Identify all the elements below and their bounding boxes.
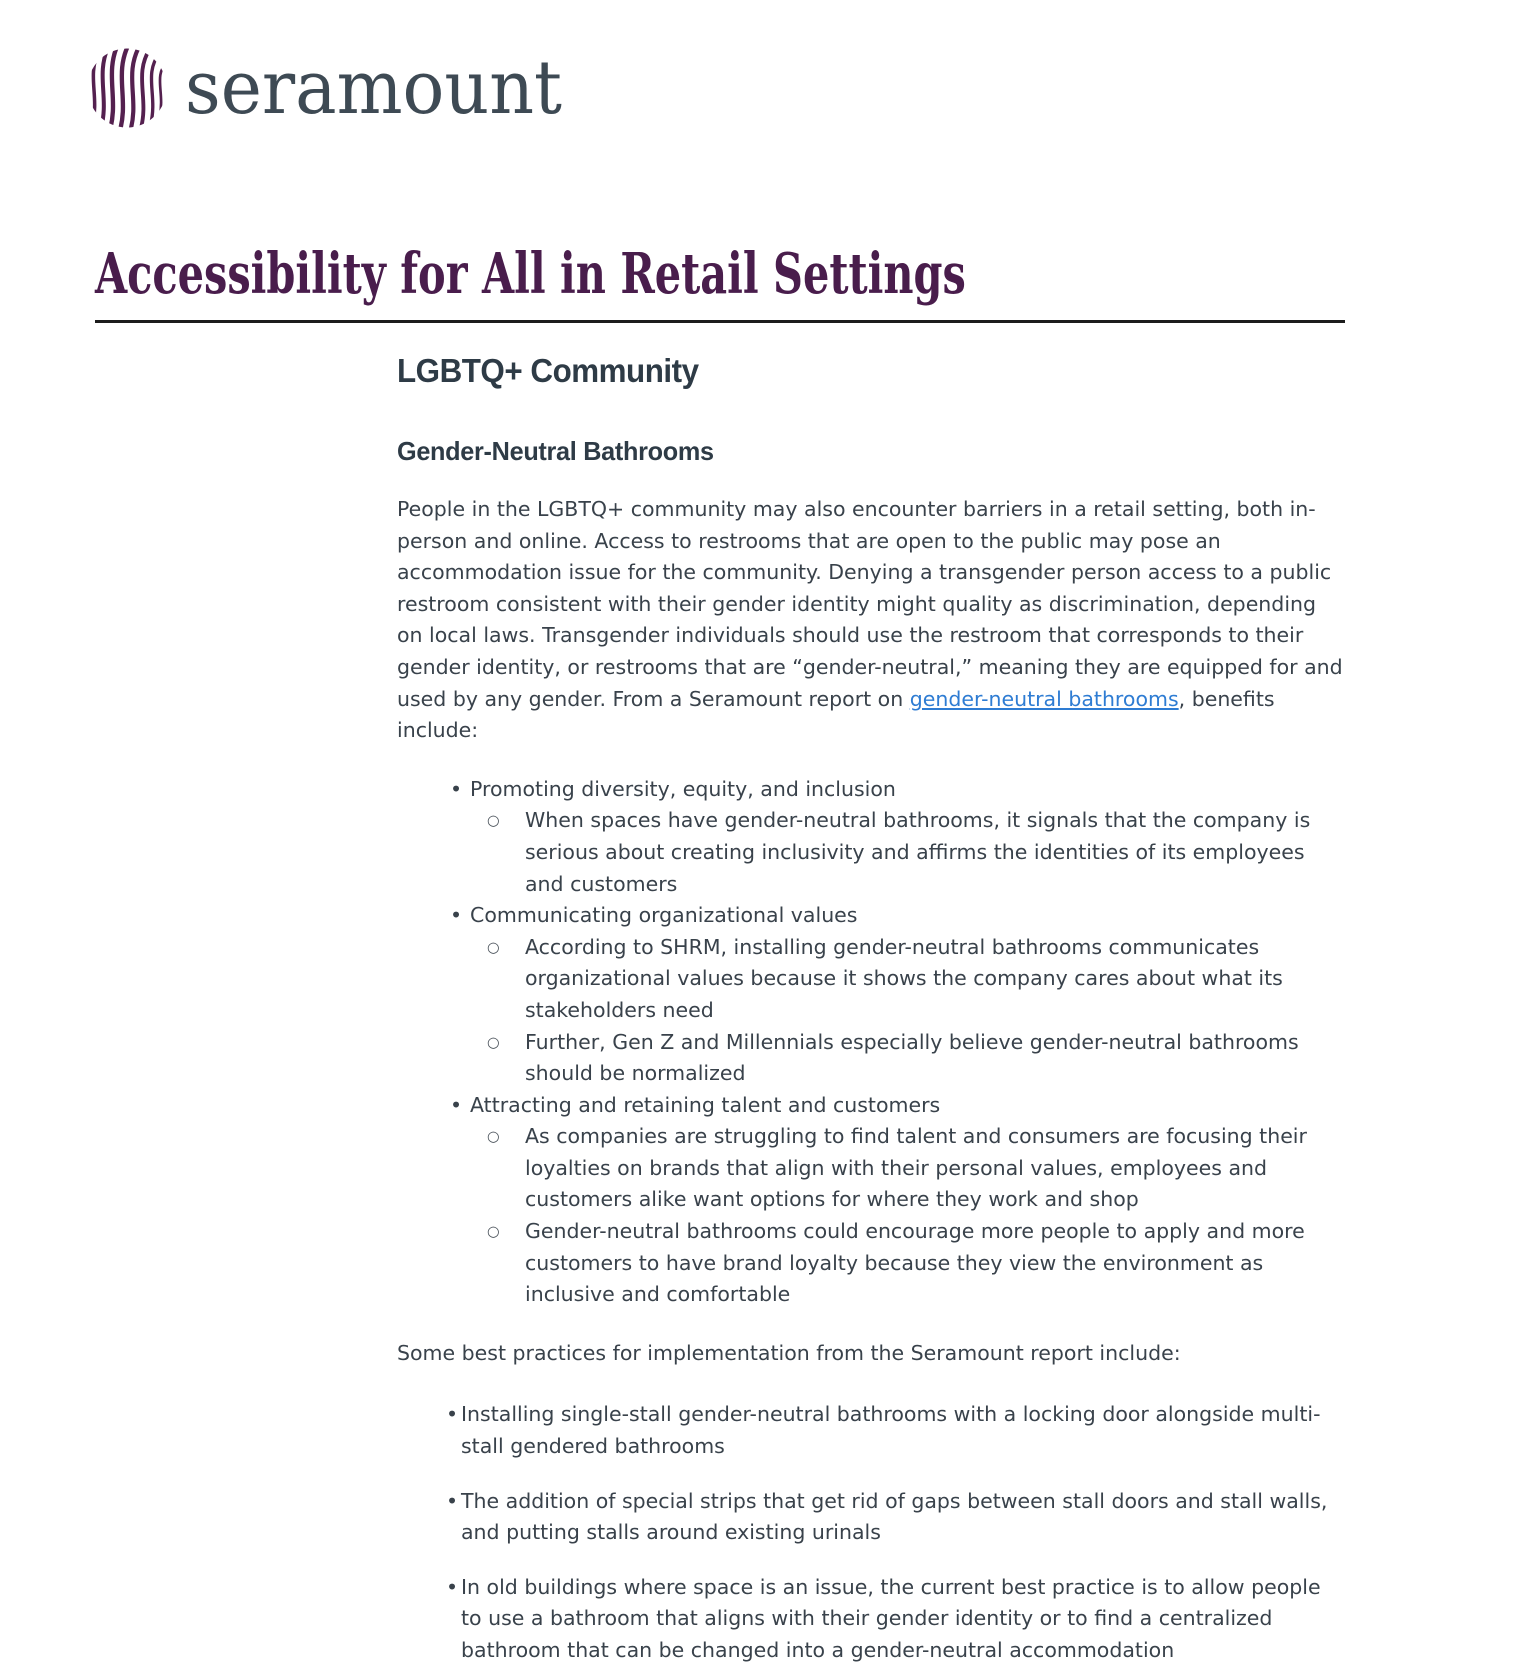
list-item: ○ When spaces have gender-neutral bathrooms, it signals that the company is serious about creating inclusivity and affirms the identities of its employees and customers [397,805,1345,900]
brand-wordmark: seramount [185,45,562,131]
page-title: Accessibility for All in Retail Settings [95,241,966,307]
benefit-label: Promoting diversity, equity, and inclusion [470,776,896,801]
benefit-sublist [397,805,1345,900]
gender-neutral-bathrooms-link[interactable]: gender-neutral bathrooms [909,686,1179,711]
best-practices-list [397,1399,1345,1666]
list-item: ○ According to SHRM, installing gender-neutral bathrooms communicates organizational values because it shows the company cares about what its stakeholders need [397,932,1345,1027]
seramount-logo [85,46,586,130]
sub-heading-gender-neutral-bathrooms: Gender-Neutral Bathrooms [397,436,714,466]
document-body [397,352,1345,1667]
list-item [397,900,1345,1090]
best-practices-intro: Some best practices for implementation from the Seramount report include: [397,1340,1181,1365]
benefit-sublist [397,1121,1345,1311]
list-item: ○ As companies are struggling to find talent and consumers are focusing their loyalties on brands that align with their personal values, employees and customers alike want options for where they work and shop [397,1121,1345,1216]
section-heading-lgbtq-community: LGBTQ+ Community [397,352,699,389]
list-item [397,1090,1345,1311]
seramount-swirl-icon [85,46,169,130]
benefits-list [397,774,1345,1311]
list-item: • In old buildings where space is an issue, the current best practice is to allow people to use a bathroom that aligns with their gender identity or to find a centralized bathroom that can be changed into a gender-neutral accommodation [397,1572,1345,1667]
benefit-sublist [397,932,1345,1090]
intro-paragraph [397,494,1345,747]
intro-text-pre: People in the LGBTQ+ community may also encounter barriers in a retail setting, both in-person and online. Access to restrooms that are open to the public may pose an accommodation issue for the community. Denying a transgender person access to a public restroom consistent with their gender identity might quality as discrimination, depending on local laws. Transgender individuals should use the restroom that corresponds to their gender identity, or restrooms that are “gender-neutral,” meaning they are equipped for and used by any gender. From a Seramount report on [397,497,1343,711]
list-item: ○ Gender-neutral bathrooms could encourage more people to apply and more customers to have brand loyalty because they view the environment as inclusive and comfortable [397,1216,1345,1311]
list-item: ○ Further, Gen Z and Millennials especially believe gender-neutral bathrooms should be normalized [397,1027,1345,1090]
list-item: • Installing single-stall gender-neutral bathrooms with a locking door alongside multi-stall gendered bathrooms [397,1399,1345,1462]
benefit-label: Attracting and retaining talent and customers [470,1092,941,1117]
list-item: • The addition of special strips that get rid of gaps between stall doors and stall walls, and putting stalls around existing urinals [397,1486,1345,1549]
title-divider [95,320,1345,323]
list-item [397,774,1345,900]
intro-text-post: , benefits include: [397,686,1275,743]
benefit-label: Communicating organizational values [470,903,858,928]
title-block [95,241,1345,323]
